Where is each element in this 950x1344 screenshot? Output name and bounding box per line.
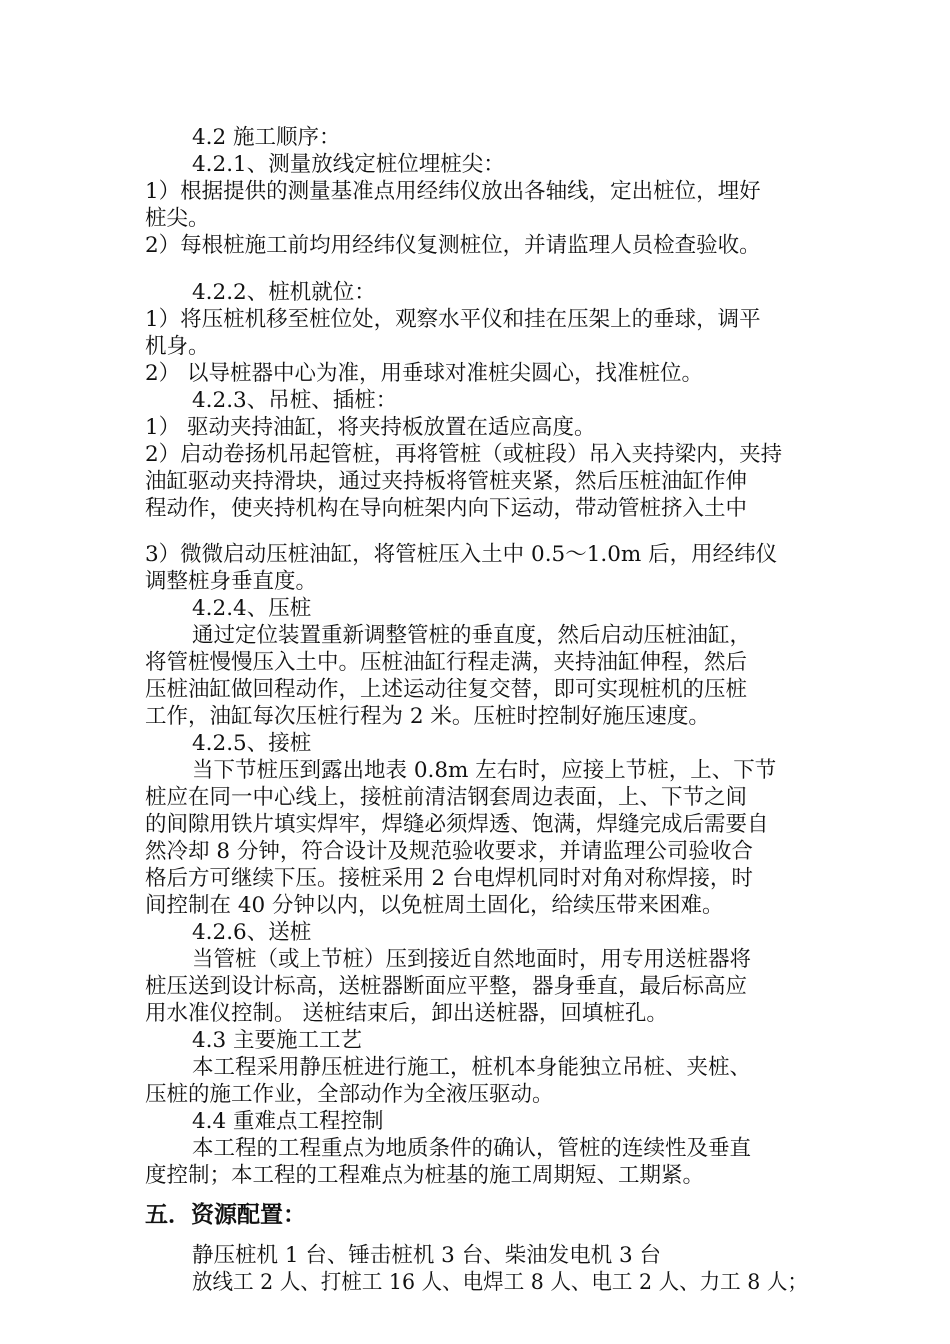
text-line: 调整桩身垂直度。 (145, 569, 318, 594)
text-line: 工作，油缸每次压桩行程为 2 米。压桩时控制好施压速度。 (145, 704, 710, 729)
text-line: 机身。 (145, 334, 210, 359)
text-line: 桩压送到设计标高，送桩器断面应平整，器身垂直，最后标高应 (145, 974, 748, 999)
heading-4-2-4: 4.2.4、压桩 (192, 596, 312, 621)
text-line: 2） 以导桩器中心为准，用垂球对准桩尖圆心，找准桩位。 (145, 361, 704, 386)
section-5-heading: 五．资源配置： (145, 1202, 306, 1228)
text-line: 压桩的施工作业，全部动作为全液压驱动。 (145, 1082, 554, 1107)
text-line: 当管桩（或上节桩）压到接近自然地面时，用专用送桩器将 (192, 947, 752, 972)
text-line: 度控制；本工程的工程难点为桩基的施工周期短、工期紧。 (145, 1163, 705, 1188)
heading-4-3: 4.3 主要施工工艺 (192, 1028, 363, 1053)
heading-4-2-5: 4.2.5、接桩 (192, 731, 312, 756)
text-line: 放线工 2 人、打桩工 16 人、电焊工 8 人、电工 2 人、力工 8 人； (192, 1270, 808, 1295)
text-line: 本工程的工程重点为地质条件的确认，管桩的连续性及垂直 (192, 1136, 752, 1161)
heading-4-2: 4.2 施工顺序： (192, 125, 341, 150)
text-line: 然冷却 8 分钟，符合设计及规范验收要求，并请监理公司验收合 (145, 839, 753, 864)
text-line: 当下节桩压到露出地表 0.8m 左右时，应接上节桩，上、下节 (192, 758, 777, 783)
text-line: 格后方可继续下压。接桩采用 2 台电焊机同时对角对称焊接，时 (145, 866, 753, 891)
text-line: 2）每根桩施工前均用经纬仪复测桩位，并请监理人员检查验收。 (145, 233, 761, 258)
text-line: 压桩油缸做回程动作，上述运动往复交替，即可实现桩机的压桩 (145, 677, 748, 702)
text-line: 将管桩慢慢压入土中。压桩油缸行程走满，夹持油缸伸程，然后 (145, 650, 748, 675)
text-line: 静压桩机 1 台、锤击桩机 3 台、柴油发电机 3 台 (192, 1243, 662, 1268)
heading-4-2-6: 4.2.6、送桩 (192, 920, 312, 945)
heading-4-2-3: 4.2.3、吊桩、插桩： (192, 388, 398, 413)
text-line: 程动作，使夹持机构在导向桩架内向下运动，带动管桩挤入土中 (145, 496, 748, 521)
text-line: 3）微微启动压桩油缸，将管桩压入土中 0.5～1.0m 后，用经纬仪 (145, 542, 778, 567)
text-line: 间控制在 40 分钟以内，以免桩周土固化，给续压带来困难。 (145, 893, 724, 918)
text-line: 1）将压桩机移至桩位处，观察水平仪和挂在压架上的垂球，调平 (145, 307, 761, 332)
text-line: 本工程采用静压桩进行施工，桩机本身能独立吊桩、夹桩、 (192, 1055, 752, 1080)
text-line: 1）根据提供的测量基准点用经纬仪放出各轴线，定出桩位，埋好 (145, 179, 761, 204)
text-line: 通过定位装置重新调整管桩的垂直度，然后启动压桩油缸， (192, 623, 752, 648)
text-line: 桩尖。 (145, 206, 210, 231)
text-line: 用水准仪控制。 送桩结束后，卸出送桩器，回填桩孔。 (145, 1001, 668, 1026)
text-line: 2）启动卷扬机吊起管桩，再将管桩（或桩段）吊入夹持梁内，夹持 (145, 442, 783, 467)
text-line: 油缸驱动夹持滑块，通过夹持板将管桩夹紧，然后压桩油缸作伸 (145, 469, 748, 494)
text-line: 桩应在同一中心线上，接桩前清洁钢套周边表面，上、下节之间 (145, 785, 748, 810)
heading-4-2-1: 4.2.1、测量放线定桩位埋桩尖： (192, 152, 505, 177)
heading-4-2-2: 4.2.2、桩机就位： (192, 280, 376, 305)
text-line: 的间隙用铁片填实焊牢，焊缝必须焊透、饱满，焊缝完成后需要自 (145, 812, 769, 837)
text-line: 1） 驱动夹持油缸，将夹持板放置在适应高度。 (145, 415, 596, 440)
heading-4-4: 4.4 重难点工程控制 (192, 1109, 384, 1134)
